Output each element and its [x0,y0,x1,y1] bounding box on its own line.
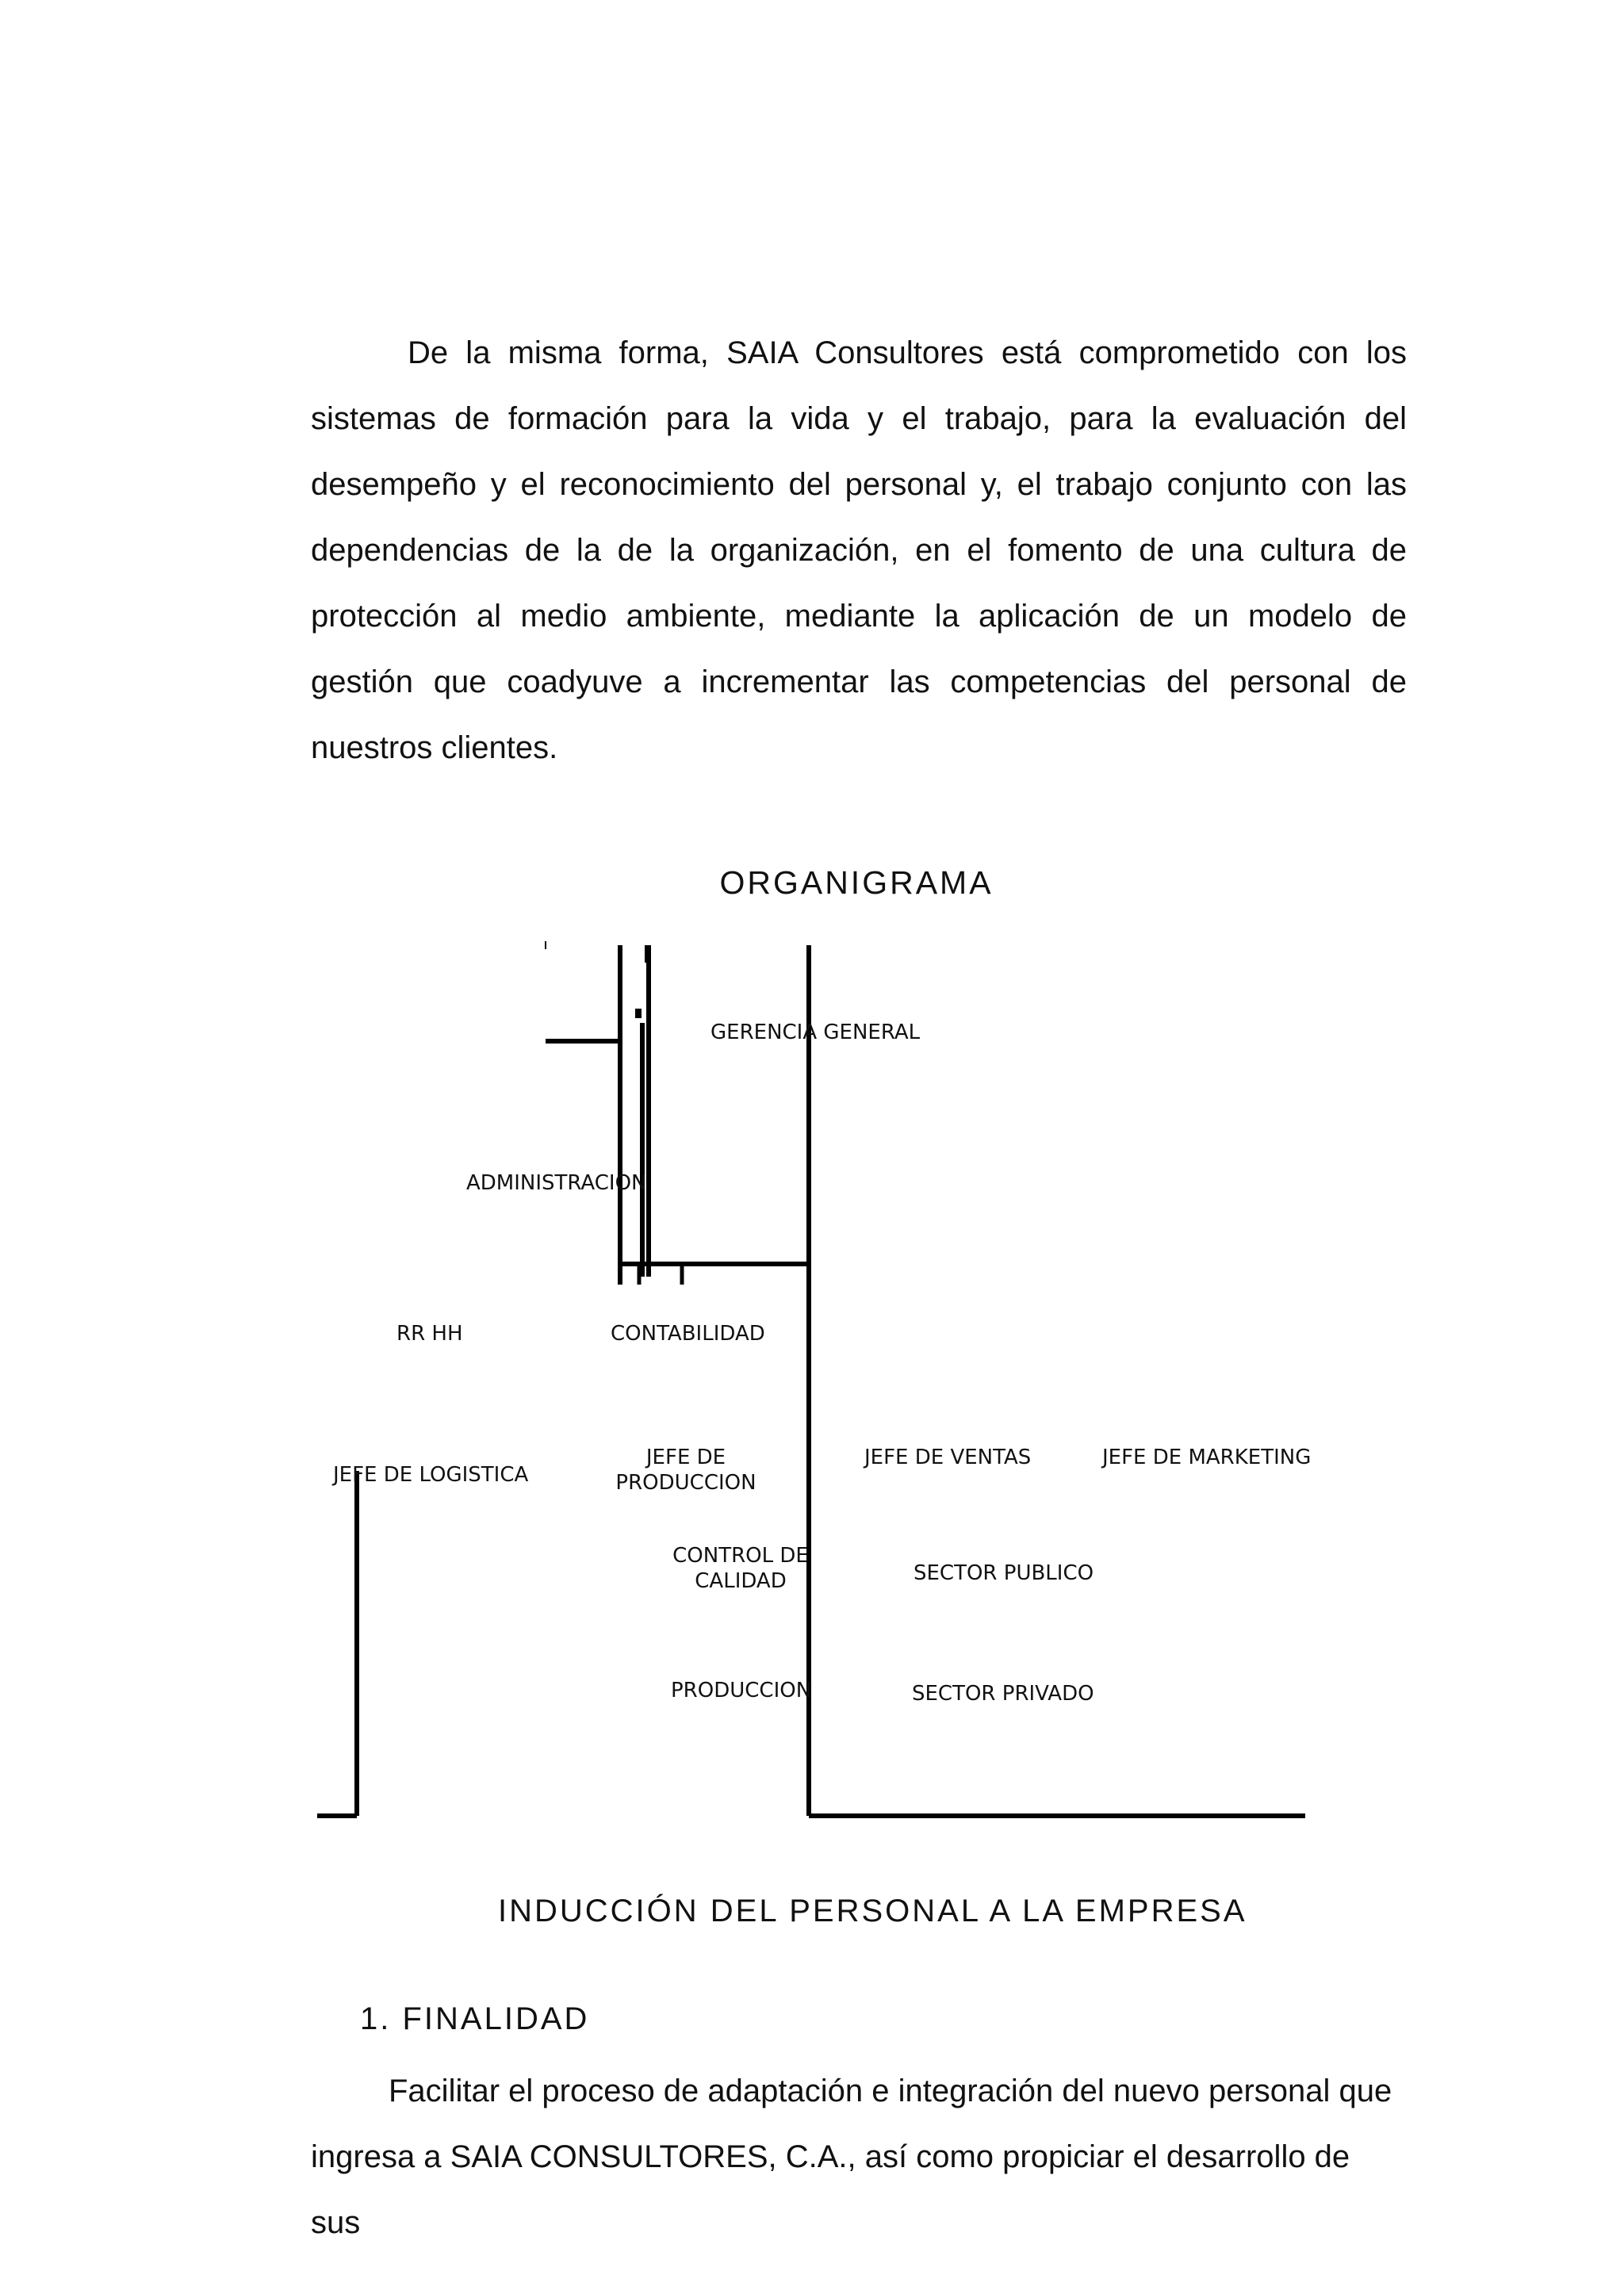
intro-paragraph: De la misma forma, SAIA Consultores está comprometido con los sistemas de formación para la vida y el trabajo, para la evaluación del desempeño y el reconocimiento del personal y, el trabajo conjunto con las dependencias de la de la organización, en el fomento de una cultura de protección al medio ambiente, mediante la aplicación de un modelo de gestión que coadyuve a incrementar las competencias del personal de nuestros clientes. [311,335,1407,765]
node-sector-privado: SECTOR PRIVADO [912,1682,1094,1706]
org-chart-title: ORGANIGRAMA [719,864,994,901]
node-rr-hh: RR HH [396,1322,463,1346]
node-produccion: PRODUCCION [671,1679,812,1702]
node-jefe-produccion: JEFE DE PRODUCCION [615,1446,756,1495]
node-jefe-ventas: JEFE DE VENTAS [864,1446,1032,1469]
finalidad-paragraph: Facilitar el proceso de adaptación e integración del nuevo personal que ingresa a SAIA CONSULTORES, C.A., así como propiciar el desarrollo de sus [311,2074,1392,2240]
node-jefe-marketing: JEFE DE MARKETING [1102,1446,1312,1469]
node-gerencia-general: GERENCIA GENERAL [710,1021,921,1044]
subsection-title: 1. FINALIDAD [360,2001,590,2036]
section-title: INDUCCIÓN DEL PERSONAL A LA EMPRESA [498,1894,1247,1928]
connector-small-nub [635,1009,642,1018]
connector-top-nub [645,945,651,963]
node-control-calidad: CONTROL DE CALIDAD [672,1544,809,1593]
node-administracion: ADMINISTRACION [466,1171,647,1195]
node-sector-publico: SECTOR PUBLICO [914,1561,1094,1585]
node-contabilidad: CONTABILIDAD [611,1322,765,1346]
node-jefe-logistica: JEFE DE LOGISTICA [333,1463,529,1487]
